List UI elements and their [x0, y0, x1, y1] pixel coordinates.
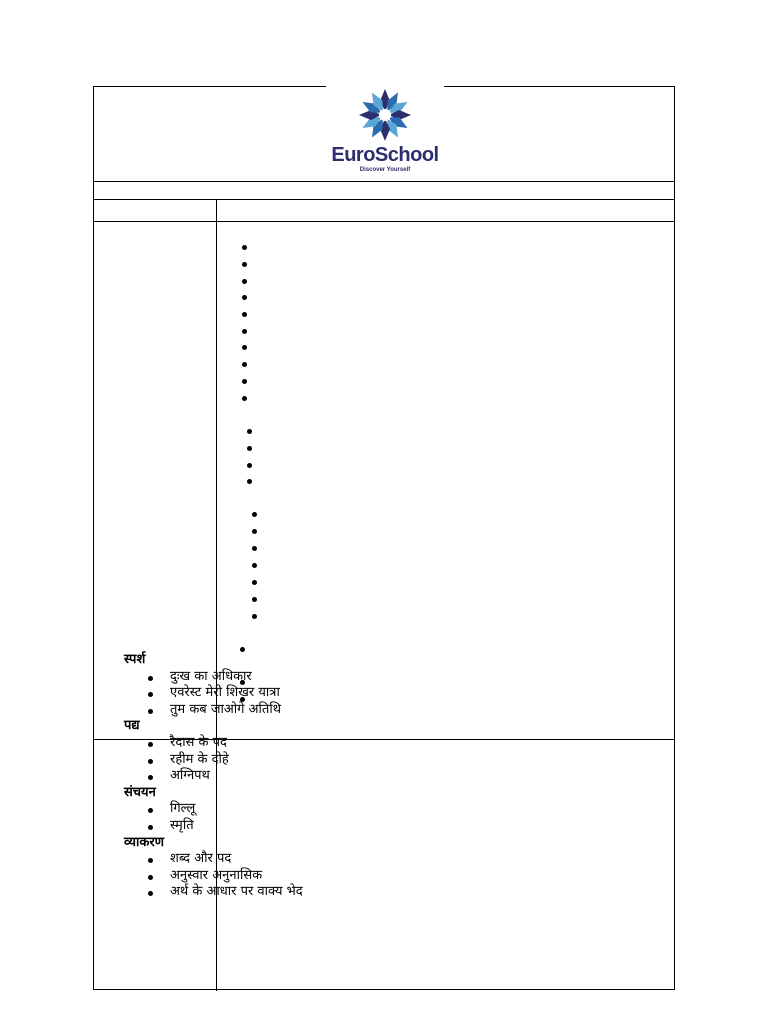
- table-rule: [94, 221, 674, 222]
- list-item-text: अर्थ के आधार पर वाक्य भेद: [170, 884, 303, 900]
- bullet-marker: [148, 875, 153, 880]
- bullet-marker: [247, 479, 252, 484]
- logo-brand: EuroSchool: [331, 144, 439, 166]
- bullet-marker: [242, 312, 247, 317]
- bullet-marker: [148, 742, 153, 747]
- bullet-marker: [242, 279, 247, 284]
- section-heading: पद्य: [124, 718, 140, 734]
- list-item: [124, 752, 574, 769]
- list-item: [124, 801, 574, 818]
- list-item-text: अनुस्वार अनुनासिक: [170, 867, 263, 883]
- bullet-marker: [242, 329, 247, 334]
- bullet-marker: [252, 563, 257, 568]
- bullet-marker: [242, 262, 247, 267]
- euroschool-logo: [324, 87, 446, 179]
- bullet-marker: [148, 775, 153, 780]
- bullet-marker: [252, 580, 257, 585]
- logo-tagline: Discover Yourself: [359, 167, 411, 173]
- bullet-marker: [242, 379, 247, 384]
- bullet-marker: [252, 546, 257, 551]
- list-item: [124, 768, 574, 785]
- section-heading: स्पर्श: [124, 652, 146, 667]
- list-item: [124, 735, 574, 752]
- section-heading: संचयन: [124, 784, 156, 800]
- bullet-marker: [148, 808, 153, 813]
- syllabus-list: [124, 652, 574, 901]
- logo-star-icon: [355, 87, 415, 143]
- bullet-marker: [242, 362, 247, 367]
- bullet-marker: [242, 295, 247, 300]
- bullet-marker: [252, 529, 257, 534]
- bullet-marker: [252, 512, 257, 517]
- list-item-text: स्मृति: [170, 817, 194, 833]
- bullet-marker: [252, 614, 257, 619]
- list-item: [124, 702, 574, 719]
- list-item: [124, 851, 574, 868]
- bullet-marker: [148, 759, 153, 764]
- table-rule: [94, 199, 674, 200]
- section-heading: व्याकरण: [124, 834, 165, 850]
- bullet-marker: [252, 597, 257, 602]
- list-item: [124, 685, 574, 702]
- list-item-text: तुम कब जाओगे अतिथि: [170, 701, 282, 717]
- list-item-text: रहीम के दोहे: [170, 751, 229, 767]
- bullet-marker: [148, 692, 153, 697]
- bullet-marker: [242, 245, 247, 250]
- list-item: [124, 884, 574, 901]
- bullet-marker: [247, 429, 252, 434]
- list-item: [124, 818, 574, 835]
- list-item-text: अग्निपथ: [170, 768, 210, 784]
- table-rule: [94, 181, 674, 182]
- list-item-text: रैदास के पद: [170, 734, 227, 750]
- bullet-marker: [242, 396, 247, 401]
- bullet-marker: [247, 463, 252, 468]
- bullet-marker: [148, 891, 153, 896]
- bullet-marker: [247, 446, 252, 451]
- bullet-marker: [148, 825, 153, 830]
- list-item-text: गिल्लू: [170, 801, 196, 817]
- list-item-text: शब्द और पद: [170, 851, 232, 867]
- list-item-text: एवरेस्ट मेरी शिखर यात्रा: [170, 685, 280, 701]
- bullet-marker: [148, 709, 153, 714]
- bullet-marker: [242, 345, 247, 350]
- list-item: [124, 669, 574, 686]
- bullet-marker: [148, 858, 153, 863]
- list-item-text: दुःख का अधिकार: [170, 668, 252, 684]
- bullet-marker: [148, 676, 153, 681]
- list-item: [124, 868, 574, 885]
